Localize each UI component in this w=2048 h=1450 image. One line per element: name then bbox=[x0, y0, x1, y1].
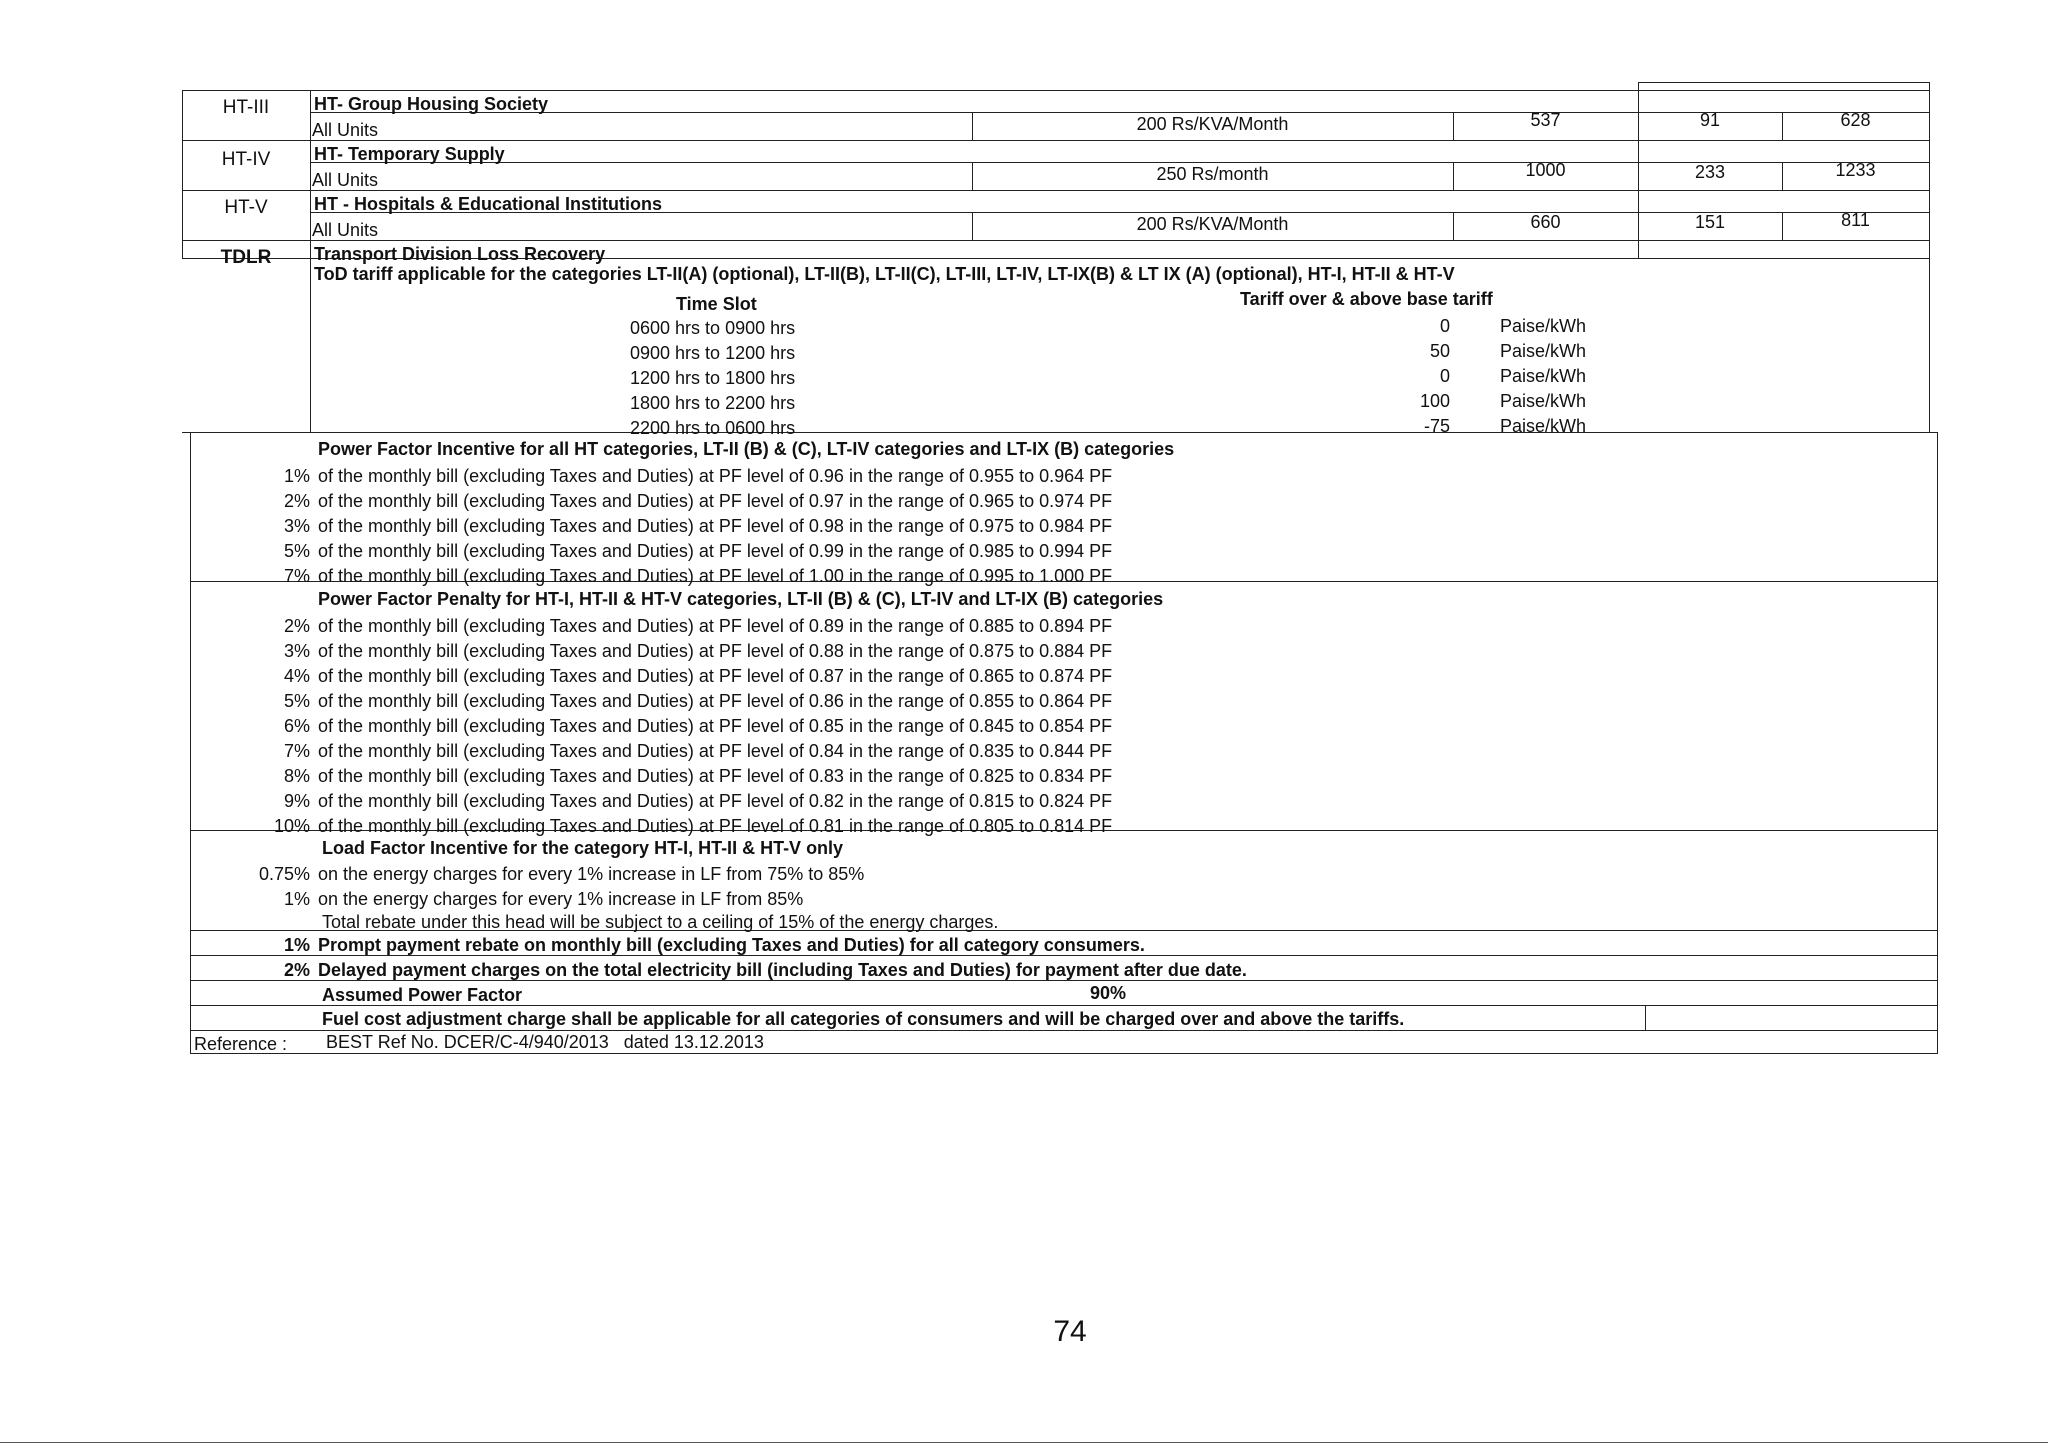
pf-incentive-text: of the monthly bill (excluding Taxes and Duties) at PF level of 0.96 in the range of 0.955 to 0.964 PF bbox=[318, 466, 1113, 486]
tdlr-label: Transport Division Loss Recovery bbox=[314, 244, 606, 264]
ht-category: HT- Group Housing Society bbox=[314, 94, 549, 114]
pf-penalty-text: of the monthly bill (excluding Taxes and Duties) at PF level of 0.85 in the range of 0.845 to 0.854 PF bbox=[318, 716, 1113, 736]
tod-slot-time: 2200 hrs to 0600 hrs bbox=[630, 418, 796, 438]
pf-penalty-text: of the monthly bill (excluding Taxes and Duties) at PF level of 0.89 in the range of 0.885 to 0.894 PF bbox=[318, 616, 1113, 636]
ht-fixed-charge: 200 Rs/KVA/Month bbox=[1136, 214, 1289, 234]
load-factor-title: Load Factor Incentive for the category HT-I, HT-II & HT-V only bbox=[322, 838, 844, 858]
ht-fixed-charge: 200 Rs/KVA/Month bbox=[1136, 114, 1289, 134]
pf-penalty-text: of the monthly bill (excluding Taxes and Duties) at PF level of 0.87 in the range of 0.865 to 0.874 PF bbox=[318, 666, 1113, 686]
ht-energy: 537 bbox=[1530, 110, 1561, 130]
reference-text: BEST Ref No. DCER/C-4/940/2013 dated 13.12.2013 bbox=[326, 1032, 764, 1052]
pf-penalty-pct: 8% bbox=[283, 766, 310, 786]
reference-label: Reference : bbox=[194, 1034, 288, 1054]
ht-wheeling: 151 bbox=[1694, 212, 1726, 232]
tod-slot-value: 100 bbox=[1419, 391, 1450, 411]
pf-incentive-text: of the monthly bill (excluding Taxes and Duties) at PF level of 0.99 in the range of 0.985 to 0.994 PF bbox=[318, 541, 1113, 561]
ht-energy: 660 bbox=[1530, 212, 1561, 232]
tod-col-tariff: Tariff over & above base tariff bbox=[1240, 289, 1493, 309]
ht-sub-label: All Units bbox=[312, 120, 379, 140]
pf-penalty-text: of the monthly bill (excluding Taxes and Duties) at PF level of 0.83 in the range of 0.825 to 0.834 PF bbox=[318, 766, 1113, 786]
pf-penalty-pct: 7% bbox=[283, 741, 310, 761]
tdlr-code: TDLR bbox=[220, 247, 272, 268]
ht-code: HT-V bbox=[224, 197, 268, 218]
pf-incentive-text: of the monthly bill (excluding Taxes and Duties) at PF level of 0.98 in the range of 0.975 to 0.984 PF bbox=[318, 516, 1113, 536]
tod-slot-time: 1800 hrs to 2200 hrs bbox=[630, 393, 796, 413]
load-factor-pct: 0.75% bbox=[258, 864, 310, 884]
ht-sub-label: All Units bbox=[312, 170, 379, 190]
pf-incentive-text: of the monthly bill (excluding Taxes and Duties) at PF level of 0.97 in the range of 0.965 to 0.974 PF bbox=[318, 491, 1113, 511]
load-factor-pct: 1% bbox=[283, 889, 310, 909]
pf-penalty-text: of the monthly bill (excluding Taxes and Duties) at PF level of 0.88 in the range of 0.875 to 0.884 PF bbox=[318, 641, 1113, 661]
tod-slot-value: 50 bbox=[1429, 341, 1450, 361]
pf-incentive-pct: 3% bbox=[283, 516, 310, 536]
tod-title: ToD tariff applicable for the categories LT-II(A) (optional), LT-II(B), LT-II(C), LT-III, LT-IV, LT-IX(B) & LT IX (A) (optional), HT-I, HT-II & HT-V bbox=[314, 264, 1455, 284]
ht-category: HT - Hospitals & Educational Institutions bbox=[314, 194, 663, 214]
tod-slot-value: 0 bbox=[1439, 366, 1450, 386]
tod-slot-time: 0600 hrs to 0900 hrs bbox=[630, 318, 796, 338]
prompt-payment-pct: 1% bbox=[283, 935, 310, 955]
pf-incentive-title: Power Factor Incentive for all HT categories, LT-II (B) & (C), LT-IV categories and LT-IX (B) categories bbox=[318, 439, 1175, 459]
pf-penalty-pct: 5% bbox=[283, 691, 310, 711]
pf-penalty-text: of the monthly bill (excluding Taxes and Duties) at PF level of 0.82 in the range of 0.815 to 0.824 PF bbox=[318, 791, 1113, 811]
ht-code: HT-III bbox=[222, 97, 270, 118]
tod-slot-unit: Paise/kWh bbox=[1500, 366, 1587, 386]
ht-sub-label: All Units bbox=[312, 220, 379, 240]
pf-penalty-pct: 4% bbox=[283, 666, 310, 686]
tod-slot-unit: Paise/kWh bbox=[1500, 391, 1587, 411]
pf-incentive-pct: 7% bbox=[283, 566, 310, 586]
ht-code: HT-IV bbox=[221, 149, 271, 170]
tod-slot-unit: Paise/kWh bbox=[1500, 341, 1587, 361]
ht-wheeling: 91 bbox=[1699, 110, 1721, 130]
pf-incentive-pct: 2% bbox=[283, 491, 310, 511]
pf-incentive-pct: 5% bbox=[283, 541, 310, 561]
prompt-payment-text: Prompt payment rebate on monthly bill (excluding Taxes and Duties) for all category consumers. bbox=[318, 935, 1145, 955]
ht-total: 1233 bbox=[1835, 160, 1876, 180]
delayed-payment-pct: 2% bbox=[283, 960, 310, 980]
tod-slot-time: 0900 hrs to 1200 hrs bbox=[630, 343, 796, 363]
pf-penalty-text: of the monthly bill (excluding Taxes and Duties) at PF level of 0.84 in the range of 0.835 to 0.844 PF bbox=[318, 741, 1113, 761]
pf-penalty-text: of the monthly bill (excluding Taxes and Duties) at PF level of 0.86 in the range of 0.855 to 0.864 PF bbox=[318, 691, 1113, 711]
page-number: 74 bbox=[1053, 1315, 1087, 1348]
ht-total: 628 bbox=[1840, 110, 1871, 130]
tod-slot-value: 0 bbox=[1439, 316, 1450, 336]
pf-penalty-pct: 3% bbox=[283, 641, 310, 661]
pf-penalty-text: of the monthly bill (excluding Taxes and Duties) at PF level of 0.81 in the range of 0.805 to 0.814 PF bbox=[318, 816, 1113, 836]
pf-penalty-title: Power Factor Penalty for HT-I, HT-II & HT-V categories, LT-II (B) & (C), LT-IV and LT-IX (B) categories bbox=[318, 589, 1164, 609]
tod-slot-time: 1200 hrs to 1800 hrs bbox=[630, 368, 796, 388]
fuel-cost-text: Fuel cost adjustment charge shall be applicable for all categories of consumers and will be charged over and above the tariffs. bbox=[322, 1009, 1405, 1029]
load-factor-note: Total rebate under this head will be subject to a ceiling of 15% of the energy charges. bbox=[322, 912, 999, 932]
bottom-rule bbox=[0, 1442, 2048, 1443]
pf-penalty-pct: 6% bbox=[283, 716, 310, 736]
tod-col-time: Time Slot bbox=[676, 294, 757, 314]
tod-slot-value: -75 bbox=[1423, 416, 1450, 436]
pf-penalty-pct: 10% bbox=[273, 816, 310, 836]
load-factor-text: on the energy charges for every 1% increase in LF from 85% bbox=[318, 889, 804, 909]
ht-total: 811 bbox=[1841, 210, 1870, 230]
tod-slot-unit: Paise/kWh bbox=[1500, 416, 1587, 436]
pf-penalty-pct: 9% bbox=[283, 791, 310, 811]
pf-incentive-pct: 1% bbox=[283, 466, 310, 486]
assumed-pf-label: Assumed Power Factor bbox=[322, 985, 523, 1005]
pf-incentive-text: of the monthly bill (excluding Taxes and Duties) at PF level of 1.00 in the range of 0.995 to 1.000 PF bbox=[318, 566, 1113, 586]
ht-category: HT- Temporary Supply bbox=[314, 144, 505, 164]
delayed-payment-text: Delayed payment charges on the total electricity bill (including Taxes and Duties) for payment after due date. bbox=[318, 960, 1247, 980]
ht-fixed-charge: 250 Rs/month bbox=[1156, 164, 1269, 184]
load-factor-text: on the energy charges for every 1% increase in LF from 75% to 85% bbox=[318, 864, 865, 884]
assumed-pf-value: 90% bbox=[1090, 983, 1127, 1003]
ht-energy: 1000 bbox=[1525, 160, 1566, 180]
pf-penalty-pct: 2% bbox=[283, 616, 310, 636]
tod-slot-unit: Paise/kWh bbox=[1500, 316, 1587, 336]
ht-wheeling: 233 bbox=[1694, 162, 1726, 182]
